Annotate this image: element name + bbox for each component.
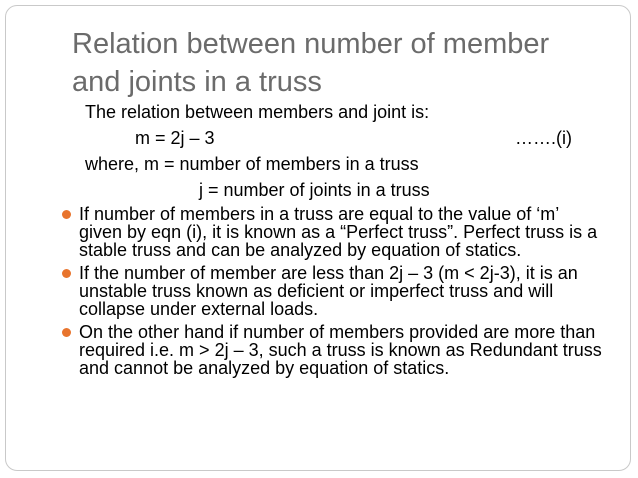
bullet-dot-icon bbox=[62, 269, 71, 278]
joints-definition: j = number of joints in a truss bbox=[199, 180, 430, 200]
bullet-dot-icon bbox=[62, 210, 71, 219]
bullet-item-perfect-truss bbox=[62, 205, 602, 259]
intro-block bbox=[85, 99, 605, 203]
bullet-dot-icon bbox=[62, 328, 71, 337]
where-line: where, m = number of members in a truss bbox=[85, 154, 419, 174]
intro-line: The relation between members and joint is: bbox=[85, 102, 430, 122]
equation-reference: …….(i) bbox=[515, 128, 572, 148]
title-line-1: Relation between number of member bbox=[72, 28, 550, 60]
formula-row bbox=[85, 125, 605, 151]
title-line-2: and joints in a truss bbox=[72, 66, 322, 98]
slide-title bbox=[72, 25, 622, 101]
bullet-list bbox=[62, 205, 602, 382]
bullet-item-redundant-truss bbox=[62, 323, 602, 377]
bullet-text: If number of members in a truss are equal to the value of ‘m’ given by eqn (i), it is known as a “Perfect truss”. Perfect truss is a stable truss and can be analyzed by equation of statics. bbox=[79, 204, 598, 260]
formula: m = 2j – 3 bbox=[135, 128, 215, 148]
bullet-item-deficient-truss bbox=[62, 264, 602, 318]
bullet-text: If the number of member are less than 2j – 3 (m < 2j-3), it is an unstable truss known as deficient or imperfect truss and will collapse under external loads. bbox=[79, 263, 578, 319]
bullet-text: On the other hand if number of members provided are more than required i.e. m > 2j – 3, such a truss is known as Redundant truss and cannot be analyzed by equation of statics. bbox=[79, 322, 602, 378]
